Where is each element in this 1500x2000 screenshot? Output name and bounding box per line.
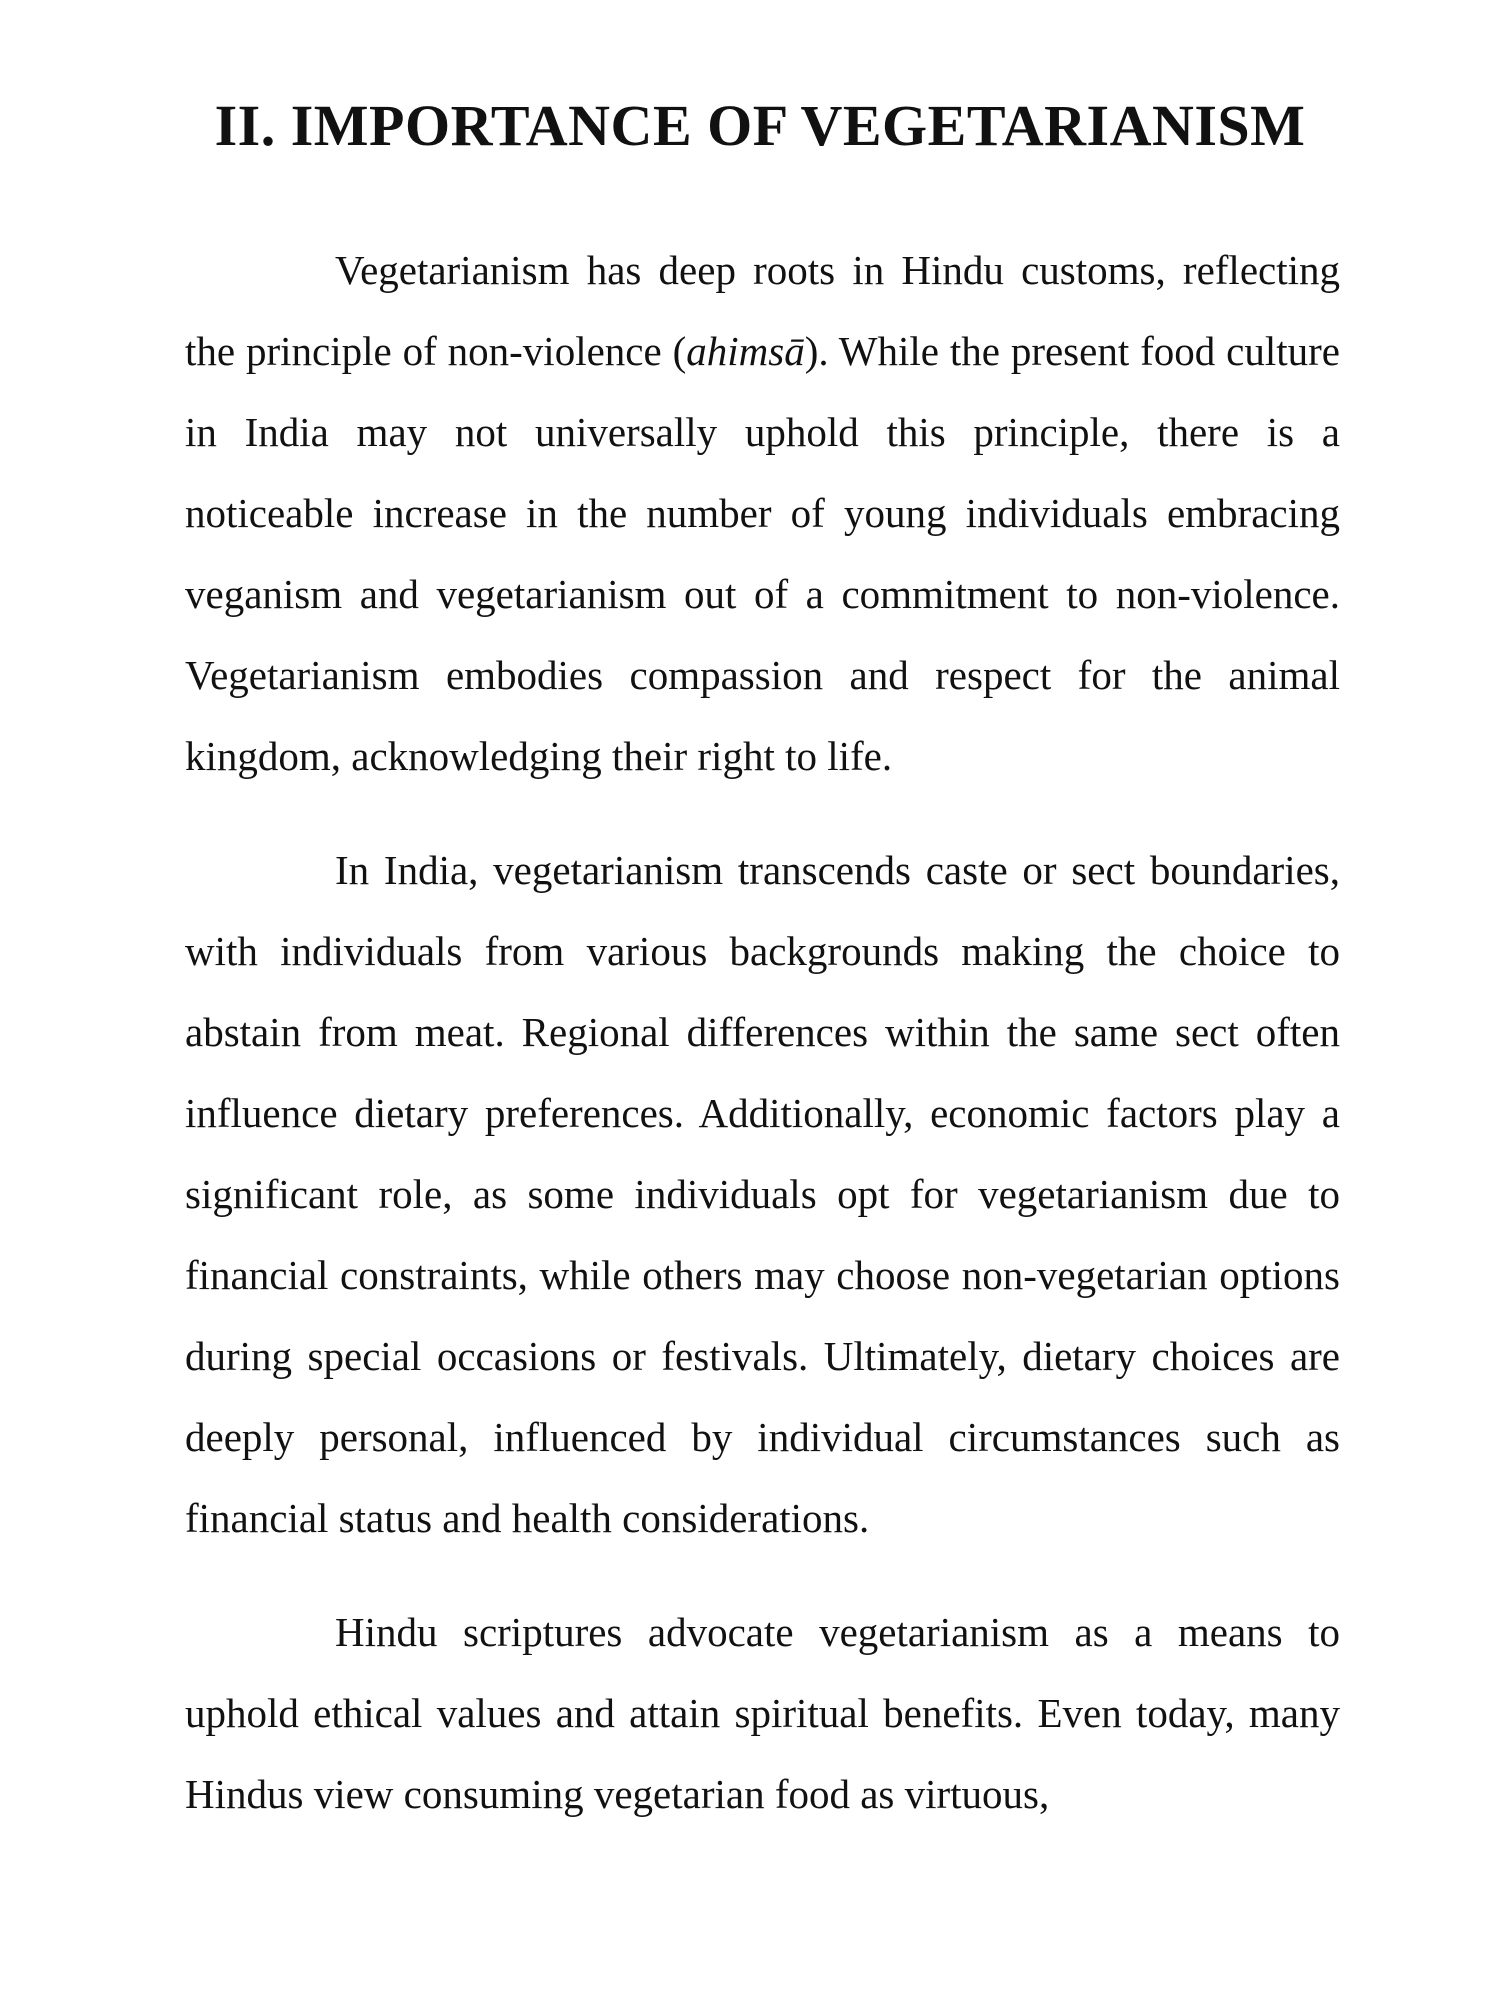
paragraph-1-part-2: ). While the present food culture in India may not universally uphold this principle, there is a noticeable increase in the number of young individuals embracing veganism and vegetarianism out of a commitment to non-violence. Vegetarianism embodies compassion and respect for the animal kingdom, acknowledging their right to life.: [185, 328, 1340, 779]
section-heading: II. IMPORTANCE OF VEGETARIANISM: [214, 93, 1306, 158]
paragraph-3: Hindu scriptures advocate vegetarianism as a means to uphold ethical values and attain spiritual benefits. Even today, many Hindus view consuming vegetarian food as virtuous,: [185, 1609, 1340, 1817]
paragraph-1: [185, 230, 1340, 797]
paragraph-2: In India, vegetarianism transcends caste or sect boundaries, with individuals from various backgrounds making the choice to abstain from meat. Regional differences within the same sect often influence dietary preferences. Additionally, economic factors play a significant role, as some individuals opt for vegetarianism due to financial constraints, while others may choose non-vegetarian options during special occasions or festivals. Ultimately, dietary choices are deeply personal, influenced by individual circumstances such as financial status and health considerations.: [185, 847, 1340, 1541]
ahimsa-term: ahimsā: [686, 328, 805, 374]
paragraph-1-part-1: Vegetarianism has deep roots in Hindu customs, reflecting the principle of non-violence (: [185, 247, 1340, 374]
body-text: [185, 230, 1340, 1835]
